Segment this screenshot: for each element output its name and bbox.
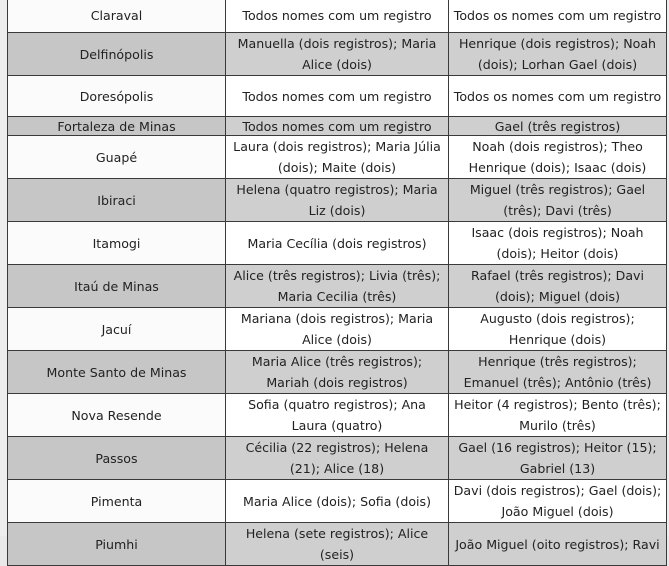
city-cell: Pimenta — [8, 480, 226, 523]
boys-names-cell: Augusto (dois registros); Henrique (dois) — [449, 308, 667, 351]
girls-names-cell: Helena (quatro registros); Maria Liz (dois) — [226, 179, 449, 222]
boys-names-cell: Miguel (três registros); Gael (três); Davi (três) — [449, 179, 667, 222]
boys-names-cell: Rafael (três registros); Davi (dois); Miguel (dois) — [449, 265, 667, 308]
girls-names-cell: Cécilia (22 registros); Helena (21); Alice (18) — [226, 437, 449, 480]
girls-names-cell: Manuella (dois registros); Maria Alice (dois) — [226, 33, 449, 76]
table-row — [8, 480, 667, 523]
city-cell: Jacuí — [8, 308, 226, 351]
table-row — [8, 136, 667, 179]
city-cell: Itaú de Minas — [8, 265, 226, 308]
boys-names-cell: Noah (dois registros); Theo Henrique (dois); Isaac (dois) — [449, 136, 667, 179]
city-cell: Piumhi — [8, 523, 226, 566]
city-cell: Claraval — [8, 0, 226, 33]
city-cell: Ibiraci — [8, 179, 226, 222]
girls-names-cell: Maria Alice (três registros); Mariah (dois registros) — [226, 351, 449, 394]
table-row — [8, 394, 667, 437]
table-row — [8, 437, 667, 480]
boys-names-cell: Isaac (dois registros); Noah (dois); Heitor (dois) — [449, 222, 667, 265]
table-row — [8, 308, 667, 351]
city-cell: Itamogi — [8, 222, 226, 265]
names-table-body — [8, 0, 667, 566]
girls-names-cell: Todos nomes com um registro — [226, 76, 449, 117]
city-cell: Monte Santo de Minas — [8, 351, 226, 394]
table-row — [8, 179, 667, 222]
girls-names-cell: Mariana (dois registros); Maria Alice (dois) — [226, 308, 449, 351]
city-cell: Passos — [8, 437, 226, 480]
table-row — [8, 76, 667, 117]
girls-names-cell: Todos nomes com um registro — [226, 0, 449, 33]
boys-names-cell: João Miguel (oito registros); Ravi — [449, 523, 667, 566]
city-cell: Delfinópolis — [8, 33, 226, 76]
table-row — [8, 265, 667, 308]
table-row — [8, 33, 667, 76]
girls-names-cell: Maria Cecília (dois registros) — [226, 222, 449, 265]
boys-names-cell: Henrique (dois registros); Noah (dois); Lorhan Gael (dois) — [449, 33, 667, 76]
boys-names-cell: Gael (três registros) — [449, 117, 667, 136]
table-row — [8, 222, 667, 265]
boys-names-cell: Henrique (três registros); Emanuel (três); Antônio (três) — [449, 351, 667, 394]
table-row — [8, 0, 667, 33]
table-row — [8, 351, 667, 394]
boys-names-cell: Davi (dois registros); Gael (dois); João Miguel (dois) — [449, 480, 667, 523]
girls-names-cell: Sofia (quatro registros); Ana Laura (quatro) — [226, 394, 449, 437]
girls-names-cell: Alice (três registros); Livia (três); Maria Cecilia (três) — [226, 265, 449, 308]
city-cell: Nova Resende — [8, 394, 226, 437]
boys-names-cell: Todos os nomes com um registro — [449, 76, 667, 117]
boys-names-cell: Heitor (4 registros); Bento (três); Murilo (três) — [449, 394, 667, 437]
city-cell: Guapé — [8, 136, 226, 179]
city-cell: Fortaleza de Minas — [8, 117, 226, 136]
names-table — [7, 0, 667, 566]
city-cell: Doresópolis — [8, 76, 226, 117]
table-row — [8, 523, 667, 566]
girls-names-cell: Helena (sete registros); Alice (seis) — [226, 523, 449, 566]
girls-names-cell: Todos nomes com um registro — [226, 117, 449, 136]
girls-names-cell: Laura (dois registros); Maria Júlia (dois); Maite (dois) — [226, 136, 449, 179]
boys-names-cell: Todos os nomes com um registro — [449, 0, 667, 33]
girls-names-cell: Maria Alice (dois); Sofia (dois) — [226, 480, 449, 523]
boys-names-cell: Gael (16 registros); Heitor (15); Gabriel (13) — [449, 437, 667, 480]
table-row — [8, 117, 667, 136]
